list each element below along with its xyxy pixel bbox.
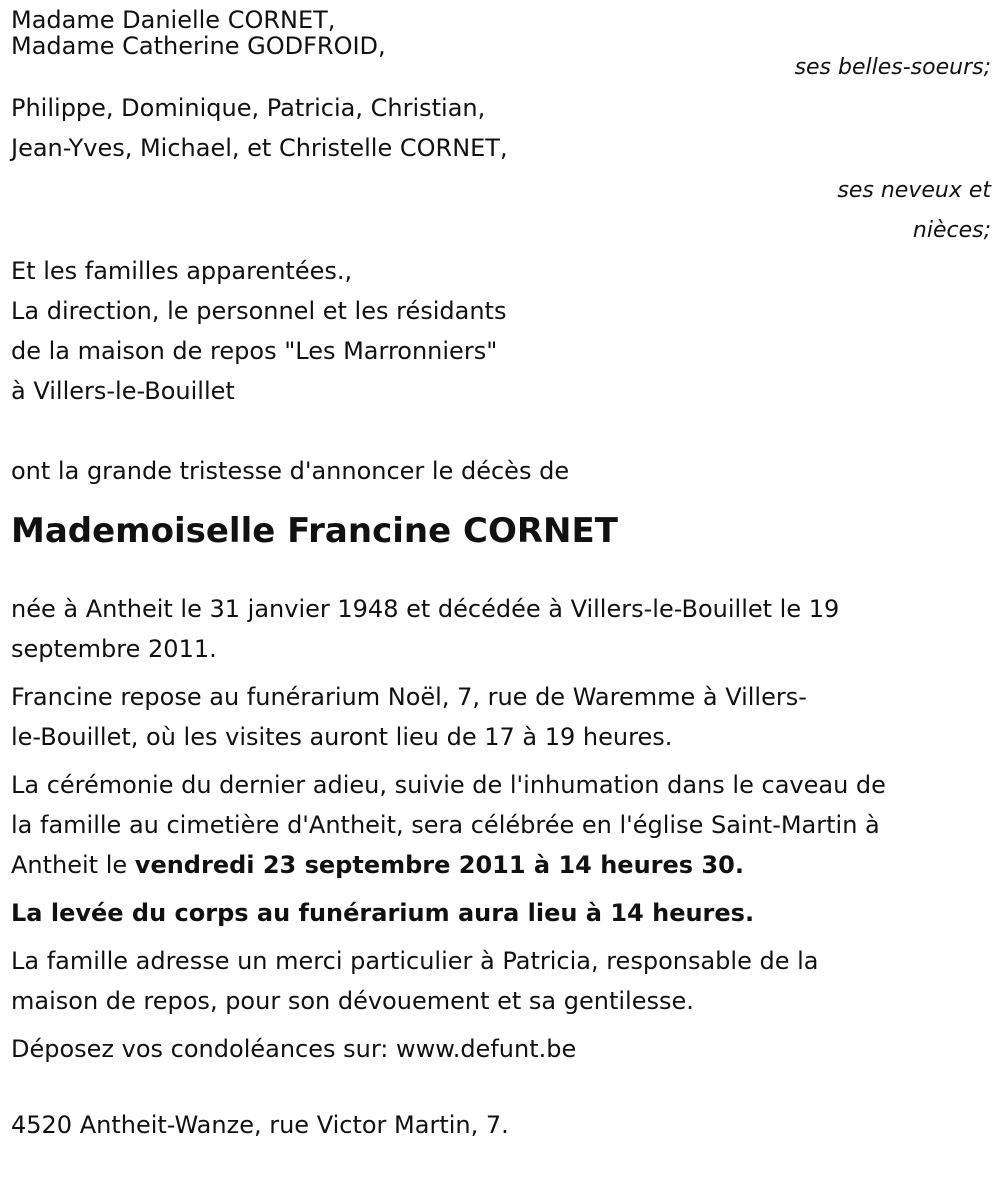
birth-death-line-2: septembre 2011. <box>11 635 217 663</box>
rest-home-location: à Villers-le-Bouillet <box>11 377 235 405</box>
family-address: 4520 Antheit-Wanze, rue Victor Martin, 7. <box>11 1111 509 1139</box>
role-sisters-in-law: ses belles-soeurs; <box>794 55 991 80</box>
ceremony-paragraph <box>11 765 986 885</box>
rest-home-name: de la maison de repos "Les Marronniers" <box>11 337 498 365</box>
birth-death-line-1: née à Antheit le 31 janvier 1948 et décédée à Villers-le-Bouillet le 19 <box>11 595 840 623</box>
deceased-name: Mademoiselle Francine CORNET <box>11 511 618 551</box>
thanks-paragraph <box>11 941 986 1021</box>
condolences-paragraph: Déposez vos condoléances sur: www.defunt.be <box>11 1035 577 1063</box>
viewing-line-2: le-Bouillet, où les visites auront lieu de 17 à 19 heures. <box>11 723 673 751</box>
ceremony-datetime: vendredi 23 septembre 2011 à 14 heures 30. <box>134 851 744 879</box>
related-families: Et les familles apparentées., <box>11 257 353 285</box>
ceremony-line-2: la famille au cimetière d'Antheit, sera célébrée en l'église Saint-Martin à <box>11 811 880 839</box>
announcement-text: ont la grande tristesse d'annoncer le décès de <box>11 457 570 485</box>
role-nephews-line-2: nièces; <box>912 218 991 243</box>
nephews-nieces-line-1: Philippe, Dominique, Patricia, Christian, <box>11 94 486 122</box>
levee-paragraph: La levée du corps au funérarium aura lieu à 14 heures. <box>11 899 755 927</box>
ceremony-line-3 <box>11 845 986 885</box>
thanks-line-1: La famille adresse un merci particulier à Patricia, responsable de la <box>11 947 819 975</box>
ceremony-prefix: Antheit le <box>11 851 135 879</box>
viewing-paragraph <box>11 677 986 757</box>
sister-in-law-2: Madame Catherine GODFROID, <box>11 32 386 60</box>
obituary-notice <box>11 0 991 1153</box>
nephews-nieces-line-2: Jean-Yves, Michael, et Christelle CORNET, <box>11 134 508 162</box>
thanks-line-2: maison de repos, pour son dévouement et sa gentilesse. <box>11 987 694 1015</box>
ceremony-line-1: La cérémonie du dernier adieu, suivie de l'inhumation dans le caveau de <box>11 771 886 799</box>
viewing-line-1: Francine repose au funérarium Noël, 7, rue de Waremme à Villers- <box>11 683 807 711</box>
sister-in-law-1: Madame Danielle CORNET, <box>11 6 336 34</box>
direction-staff: La direction, le personnel et les résidants <box>11 297 507 325</box>
birth-death-paragraph <box>11 589 986 669</box>
role-nephews-line-1: ses neveux et <box>837 178 991 203</box>
